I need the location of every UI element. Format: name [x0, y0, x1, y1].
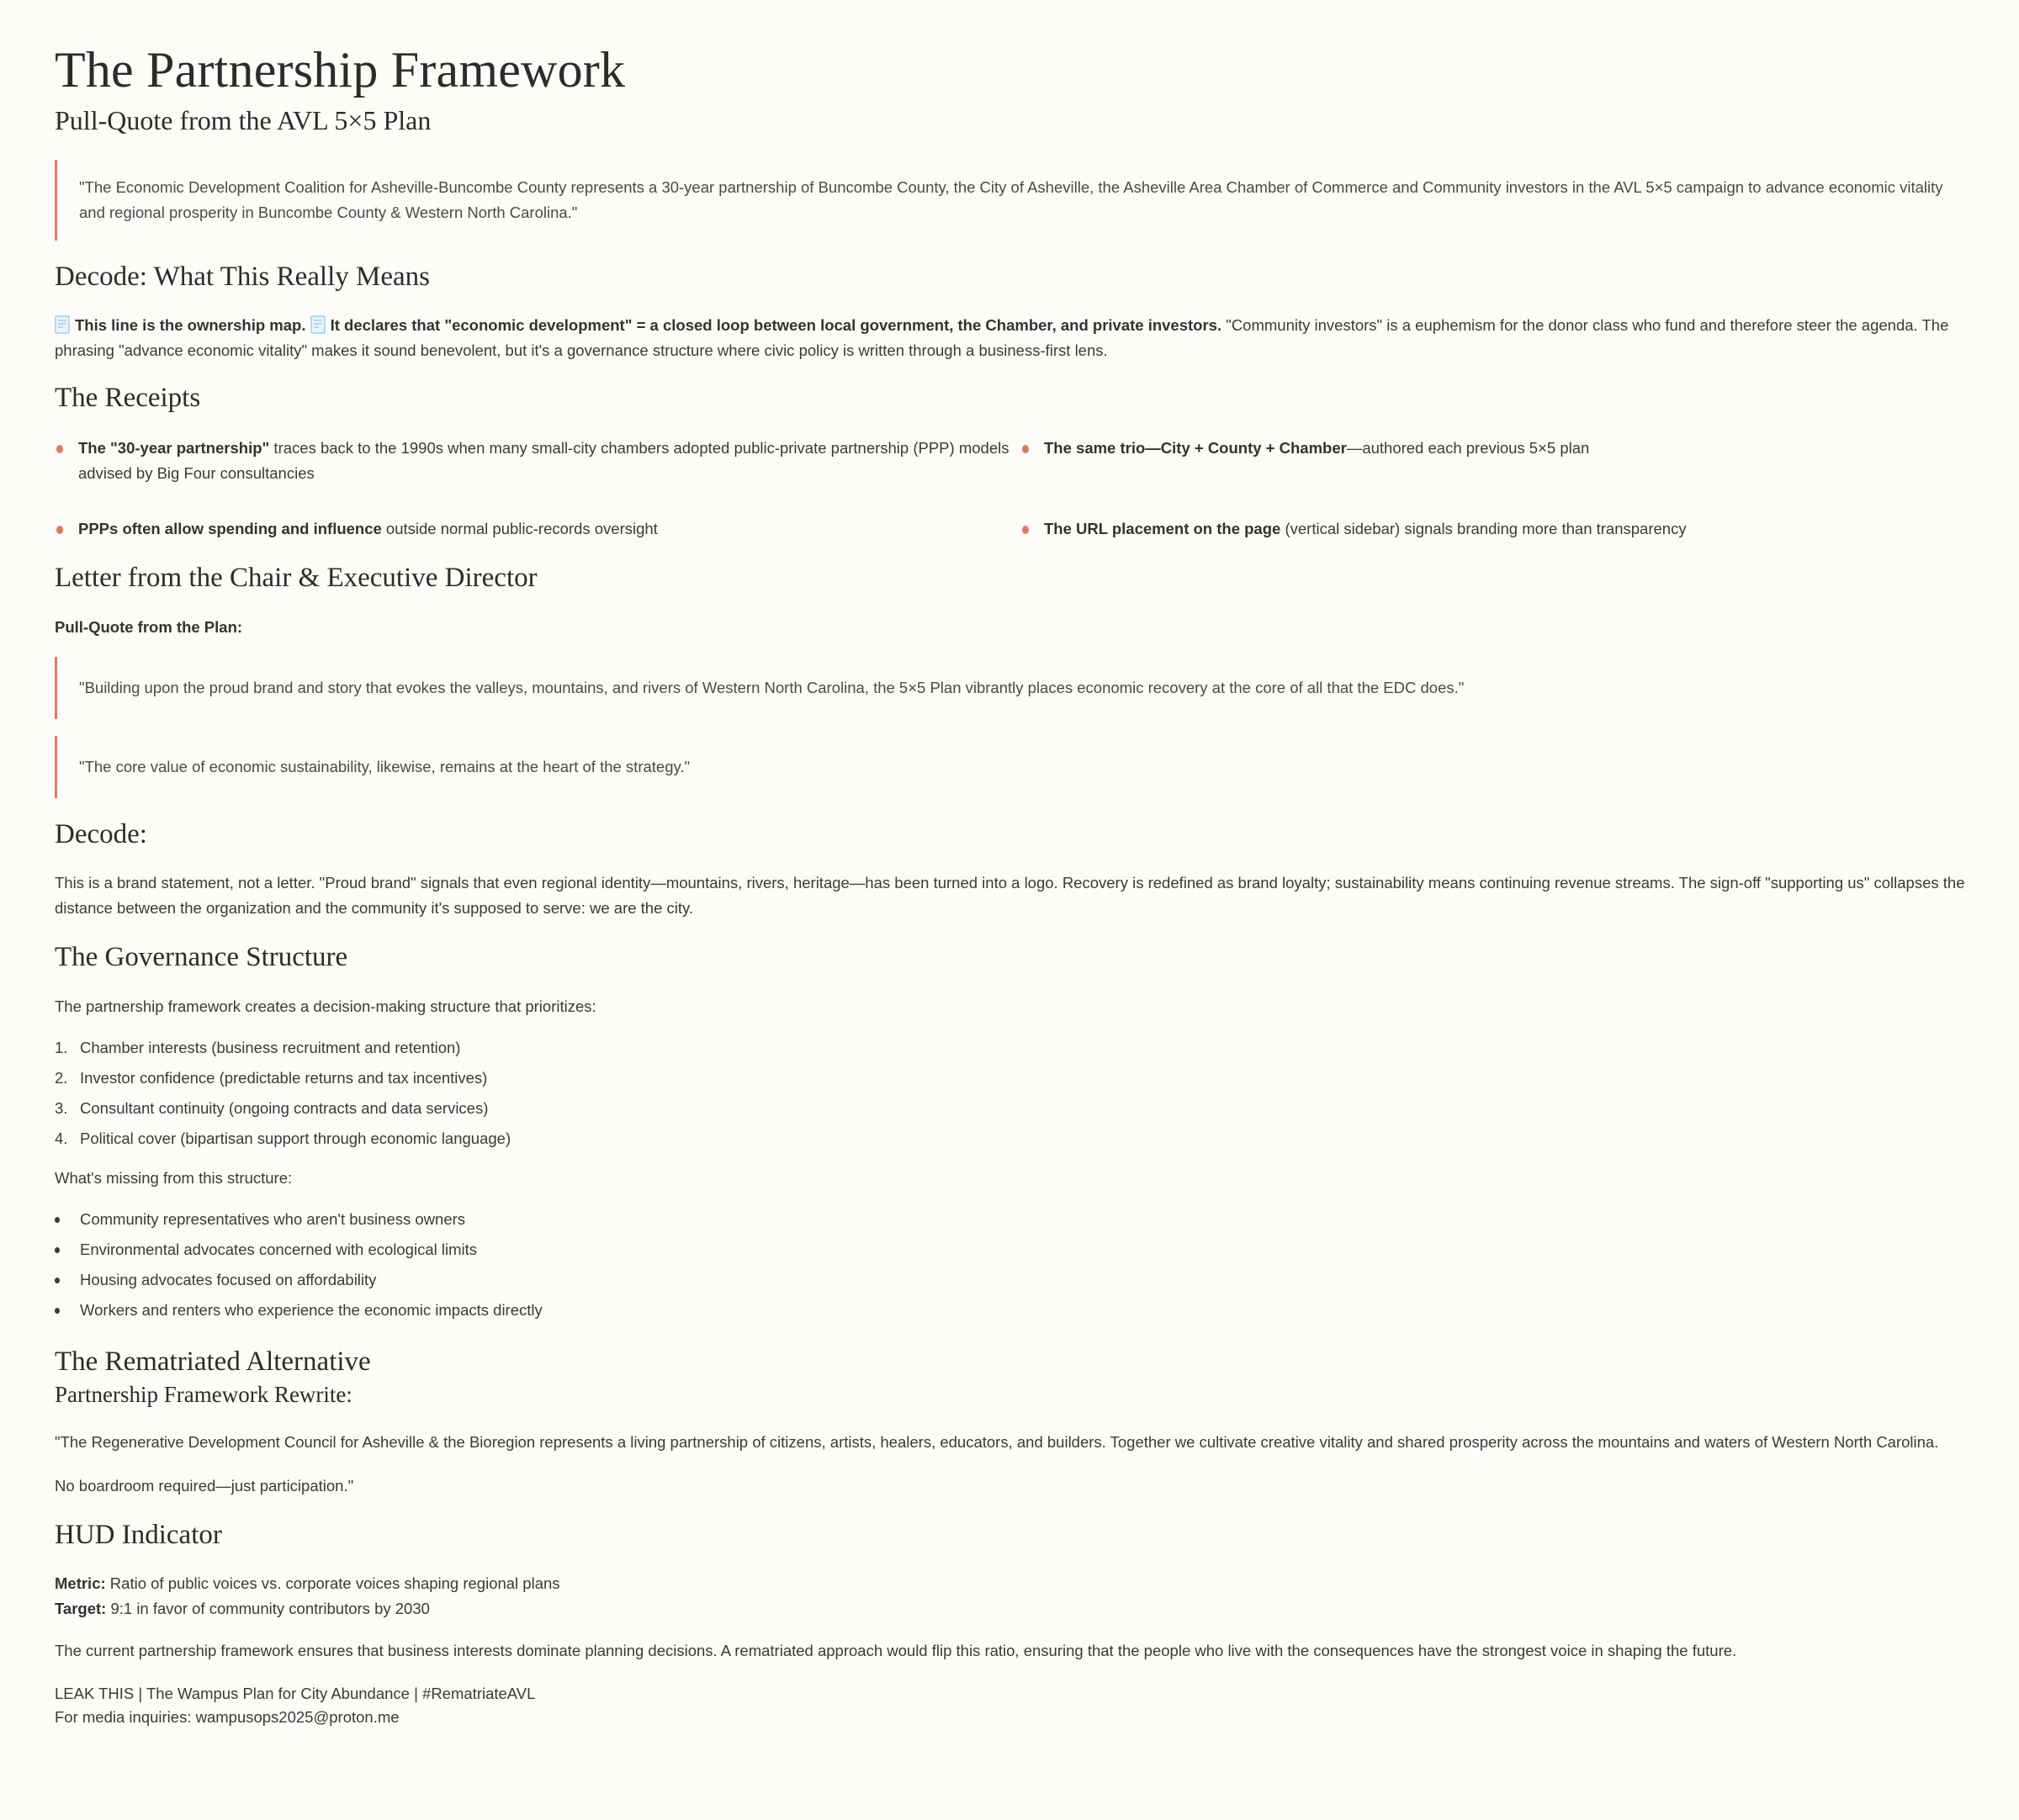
priority-item: 2. Investor confidence (predictable returns and tax incentives)	[55, 1069, 488, 1087]
bullet-dot-icon	[56, 526, 63, 534]
receipt-icon	[310, 315, 326, 334]
missing-item: Community representatives who aren't business owners	[55, 1204, 1965, 1235]
footer	[55, 1682, 1965, 1729]
decode2-paragraph: This is a brand statement, not a letter. "Proud brand" signals that even regional identity—mountains, rivers, heritage—has been turned into a logo. Recovery is redefined as brand loyalty; sustainability means continuing revenue streams. The sign-off "supporting us" collapses the distance between the organization and the community it's supposed to serve: we are the city.	[55, 873, 1965, 917]
receipts-heading: The Receipts	[55, 382, 201, 413]
alternative-para-2: No boardroom required—just participation."	[55, 1477, 354, 1495]
hud-target: Target: 9:1 in favor of community contributors by 2030	[55, 1599, 430, 1617]
missing-item: Workers and renters who experience the economic impacts directly	[55, 1295, 1965, 1325]
hud-metric: Metric: Ratio of public voices vs. corporate voices shaping regional plans	[55, 1574, 560, 1592]
bullet-icon	[55, 1295, 80, 1325]
priority-item: 4. Political cover (bipartisan support through economic language)	[55, 1130, 511, 1148]
bullet-icon	[55, 1235, 80, 1265]
footer-line-1: LEAK THIS | The Wampus Plan for City Abundance | #RematriateAVL	[55, 1684, 536, 1702]
hud-heading: HUD Indicator	[55, 1520, 222, 1551]
letter-label: Pull-Quote from the Plan:	[55, 618, 243, 637]
alternative-subheading: Partnership Framework Rewrite:	[55, 1381, 352, 1407]
receipts-list	[55, 436, 1965, 542]
alternative-heading: The Rematriated Alternative	[55, 1346, 371, 1378]
governance-heading: The Governance Structure	[55, 941, 348, 972]
letter-heading: Letter from the Chair & Executive Director	[55, 562, 538, 593]
letter-quote-2: "The core value of economic sustainability, likewise, remains at the heart of the strategy."	[55, 736, 1965, 798]
page-subtitle: Pull-Quote from the AVL 5×5 Plan	[55, 105, 432, 135]
alternative-para-1: "The Regenerative Development Council for Asheville & the Bioregion represents a living partnership of citizens, artists, healers, educators, and builders. Together we cultivate creative vitality and shared prosperity across the mountains and waters of Western North Carolina.	[55, 1433, 1939, 1452]
priority-item: 3. Consultant continuity (ongoing contracts and data services)	[55, 1099, 489, 1118]
letter-quote-1: "Building upon the proud brand and story that evokes the valleys, mountains, and rivers of Western North Carolina, the 5×5 Plan vibrantly places economic recovery at the core of all that the EDC does."	[55, 657, 1965, 719]
decode-rest: "Community investors" is a euphemism for the donor class who fund and therefore steer the agenda. The phrasing "advance economic vitality" makes it sound benevolent, but it's a governance structure where civic policy is written through a business-first lens.	[55, 315, 1949, 359]
decode2-heading: Decode:	[55, 819, 147, 850]
intro-pull-quote	[55, 160, 1965, 241]
bullet-icon	[55, 1204, 80, 1235]
decode-heading: Decode: What This Really Means	[55, 262, 430, 293]
priority-item: 1. Chamber interests (business recruitment and retention)	[55, 1039, 461, 1057]
decode-paragraph	[55, 313, 1965, 363]
bullet-icon	[55, 1265, 80, 1295]
page-title: The Partnership Framework	[55, 42, 626, 98]
footer-contact: For media inquiries: wampusops2025@proton.me	[55, 1707, 400, 1726]
receipt-item: PPPs often allow spending and influence outside normal public-records oversight	[55, 516, 1020, 542]
priorities-list	[55, 1033, 1965, 1154]
decode-bold-2: It declares that "economic development" = a closed loop between local government, the Chamber, and private investors.	[330, 315, 1222, 334]
receipt-item: The same trio—City + County + Chamber—authored each previous 5×5 plan	[1020, 436, 1946, 516]
missing-intro: What's missing from this structure:	[55, 1169, 293, 1188]
hud-summary: The current partnership framework ensures that business interests dominate planning decisions. A rematriated approach would flip this ratio, ensuring that the people who live with the consequences have the strongest voice in shaping the future.	[55, 1641, 1737, 1659]
receipt-item: The "30-year partnership" traces back to the 1990s when many small-city chambers adopted public-private partnership (PPP) models advised by Big Four consultancies	[55, 436, 1020, 516]
missing-item: Environmental advocates concerned with ecological limits	[55, 1235, 1965, 1265]
receipt-icon	[55, 315, 70, 334]
intro-quote-text: "The Economic Development Coalition for Asheville-Buncombe County represents a 30-year partnership of Buncombe County, the City of Asheville, the Asheville Area Chamber of Commerce and Community investors in the AVL 5×5 campaign to advance economic vitality and regional prosperity in Buncombe County & Western North Carolina."	[79, 178, 1943, 222]
bullet-dot-icon	[56, 445, 63, 453]
decode-bold-1: This line is the ownership map.	[75, 315, 306, 334]
bullet-dot-icon	[1022, 526, 1029, 534]
governance-intro: The partnership framework creates a decision-making structure that prioritizes:	[55, 997, 596, 1016]
missing-item: Housing advocates focused on affordability	[55, 1265, 1965, 1295]
bullet-dot-icon	[1022, 445, 1029, 453]
missing-list	[55, 1204, 1965, 1325]
receipt-item: The URL placement on the page (vertical sidebar) signals branding more than transparency	[1020, 516, 1946, 542]
